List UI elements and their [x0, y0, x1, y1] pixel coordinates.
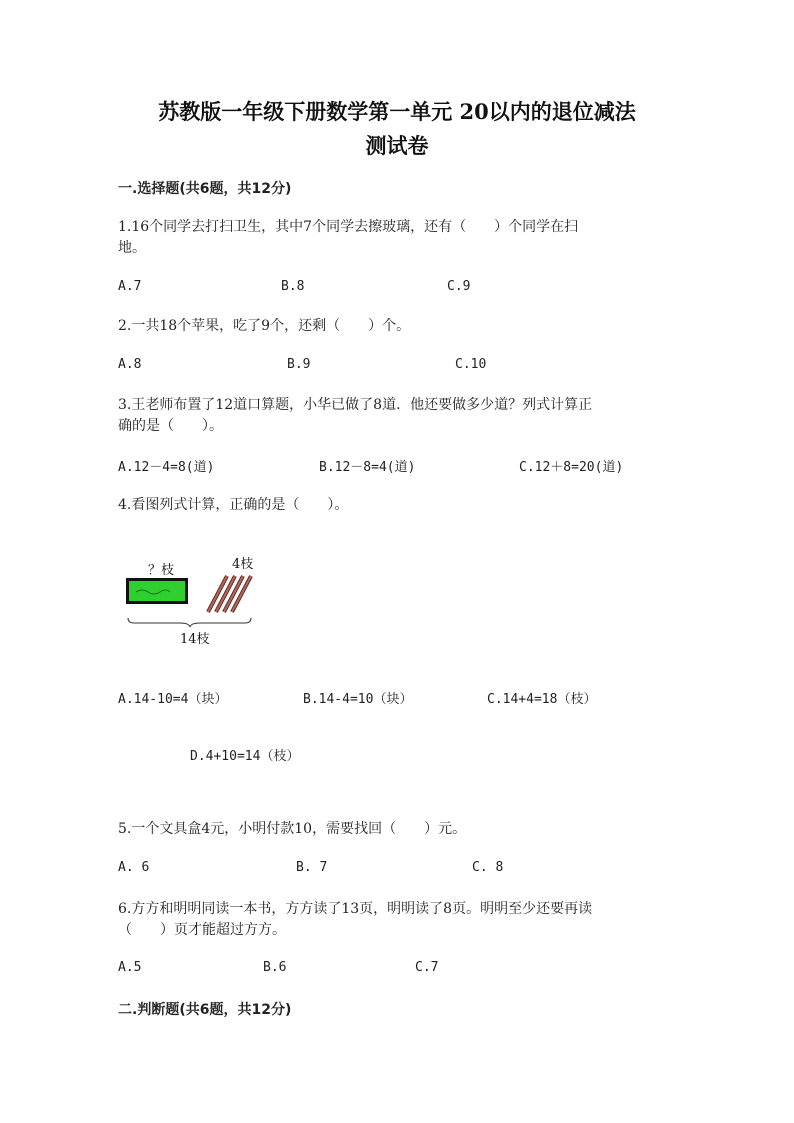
- question-6-line-1: 6.方方和明明同读一本书，方方读了13页，明明读了8页。明明至少还要再读: [118, 901, 593, 917]
- question-3-option-a: A.12－4=8(道): [118, 460, 215, 475]
- question-5-option-a: A. 6: [118, 860, 150, 875]
- question-1-option-a: A.7: [118, 279, 142, 294]
- question-4-figure: [120, 550, 270, 650]
- question-4-option-d: D.4+10=14（枝）: [190, 749, 300, 764]
- question-6-line-2: （ ）页才能超过方方。: [118, 922, 286, 938]
- question-2-option-b: B.9: [287, 357, 311, 372]
- question-2-option-a: A.8: [118, 357, 142, 372]
- question-1-line-1: 1.16个同学去打扫卫生，其中7个同学去擦玻璃，还有（ ）个同学在扫: [118, 219, 579, 235]
- question-2-line-1: 2.一共18个苹果，吃了9个，还剩（ ）个。: [118, 318, 411, 334]
- question-1-line-2: 地。: [118, 240, 146, 256]
- question-6-option-a: A.5: [118, 960, 142, 975]
- question-4-line-1: 4.看图列式计算，正确的是（ ）。: [118, 497, 349, 513]
- question-4-option-a: A.14-10=4（块）: [118, 692, 228, 707]
- question-5-option-c: C. 8: [472, 860, 504, 875]
- figure-unknown-label: ？枝: [148, 563, 175, 578]
- question-5-line-1: 5.一个文具盒4元，小明付款10，需要找回（ ）元。: [118, 821, 467, 837]
- question-3-line-2: 确的是（ ）。: [118, 418, 223, 434]
- figure-known-label: 4枝: [232, 557, 254, 572]
- section-2-heading: 二.判断题(共6题，共12分): [118, 1002, 292, 1018]
- title-line-2: 测试卷: [365, 133, 429, 158]
- question-6-option-c: C.7: [415, 960, 439, 975]
- question-3-option-c: C.12＋8=20(道): [519, 460, 624, 475]
- title-line-1: 苏教版一年级下册数学第一单元 20以内的退位减法: [158, 99, 636, 124]
- section-1-heading: 一.选择题(共6题，共12分): [118, 181, 292, 197]
- question-2-option-c: C.10: [455, 357, 487, 372]
- question-3-line-1: 3.王老师布置了12道口算题，小华已做了8道．他还要做多少道？列式计算正: [118, 397, 593, 413]
- question-4-option-c: C.14+4=18（枝）: [487, 692, 597, 707]
- question-4-option-b: B.14-4=10（块）: [303, 692, 413, 707]
- question-6-option-b: B.6: [263, 960, 287, 975]
- question-3-option-b: B.12－8=4(道): [319, 460, 416, 475]
- figure-total-label: 14枝: [180, 632, 210, 647]
- question-5-option-b: B. 7: [296, 860, 328, 875]
- question-1-option-b: B.8: [281, 279, 305, 294]
- question-1-option-c: C.9: [447, 279, 471, 294]
- total-brace: [128, 618, 251, 627]
